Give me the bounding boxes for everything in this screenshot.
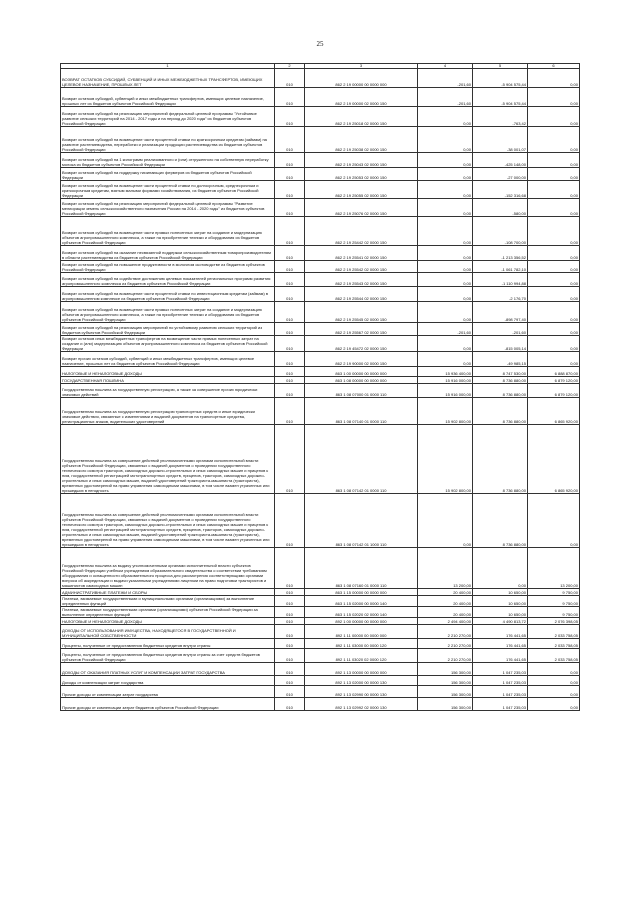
cell-name: Платежи, взимаемые государственными органами (организациями) субъектов Российской Федерации за выполнение определенных функций bbox=[61, 607, 275, 618]
table-row bbox=[61, 168, 580, 181]
cell-line: 010 bbox=[275, 607, 305, 618]
cell-line: 010 bbox=[275, 287, 305, 302]
cell-code: 862 2 19 25541 02 0000 150 bbox=[305, 246, 418, 261]
table-row bbox=[61, 287, 580, 302]
table-row bbox=[61, 377, 580, 384]
table-row bbox=[61, 596, 580, 607]
cell-code: 892 1 11 03000 00 0000 120 bbox=[305, 639, 418, 649]
table-row bbox=[61, 367, 580, 377]
cell-code: 863 1 08 07160 01 0000 110 bbox=[305, 548, 418, 589]
cell-line: 010 bbox=[275, 153, 305, 168]
cell-name: Возврат остатков субсидий на возмещение части прямых понесенных затрат на создание и модернизацию объектов агропромышленного комплекса, а также на приобретение техники и оборудования из бюджетов субъектов Российской Федерации bbox=[61, 302, 275, 323]
cell-c4: 2 210 270,00 bbox=[418, 649, 473, 663]
cell-c4: 0,00 bbox=[418, 199, 473, 217]
cell-c6: 9 750,00 bbox=[528, 596, 580, 607]
cell-c4: 20 400,00 bbox=[418, 596, 473, 607]
cell-c5: 10 650,00 bbox=[473, 607, 528, 618]
table-row bbox=[61, 686, 580, 698]
cell-c6: 0,00 bbox=[528, 676, 580, 686]
cell-c6: 6 888 870,00 bbox=[528, 367, 580, 377]
cell-c4: 20 400,00 bbox=[418, 607, 473, 618]
cell-name: ДОХОДЫ ОТ ОКАЗАНИЯ ПЛАТНЫХ УСЛУГ И КОМПЕНСАЦИИ ЗАТРАТ ГОСУДАРСТВА bbox=[61, 663, 275, 676]
table-row bbox=[61, 663, 580, 676]
cell-name: Возврат прочих остатков субсидий, субвенций и иных межбюджетных трансфертов, имеющих целевое назначение, прошлых лет из бюджетов субъектов Российской Федерации bbox=[61, 352, 275, 367]
cell-c5: 1 047 235,03 bbox=[473, 663, 528, 676]
cell-c6: 0,00 bbox=[528, 287, 580, 302]
cell-line: 010 bbox=[275, 217, 305, 246]
cell-line: 010 bbox=[275, 398, 305, 425]
cell-c5: 10 650,00 bbox=[473, 589, 528, 596]
cell-name: Возврат остатков субсидий на возмещение части прямых понесенных затрат на создание и модернизацию объектов агропромышленного комплекса, а также на приобретение техники и оборудования из бюджетов субъектов Российской Федерации bbox=[61, 217, 275, 246]
cell-c5: -152 316,68 bbox=[473, 181, 528, 199]
cell-c5: -425 148,00 bbox=[473, 153, 528, 168]
cell-code: 862 2 19 25567 02 0000 150 bbox=[305, 323, 418, 336]
cell-c4: 2 210 270,00 bbox=[418, 639, 473, 649]
column-header: 6 bbox=[528, 64, 580, 69]
cell-c4: 15 902 800,00 bbox=[418, 398, 473, 425]
cell-c4: 0,00 bbox=[418, 336, 473, 352]
cell-line: 010 bbox=[275, 676, 305, 686]
cell-c5: -108 700,00 bbox=[473, 217, 528, 246]
table-row bbox=[61, 548, 580, 589]
cell-line: 010 bbox=[275, 367, 305, 377]
cell-code: 863 1 08 07140 01 0000 110 bbox=[305, 398, 418, 425]
cell-c6: 6 879 120,00 bbox=[528, 384, 580, 398]
cell-c6: 0,00 bbox=[528, 698, 580, 711]
cell-code: 863 1 00 00000 00 0000 000 bbox=[305, 367, 418, 377]
cell-c4: 0,00 bbox=[418, 273, 473, 287]
cell-c4: 13 200,00 bbox=[418, 548, 473, 589]
cell-name: Платежи, взимаемые государственными и муниципальными органами (организациями) за выполнение определенных функций bbox=[61, 596, 275, 607]
table-row bbox=[61, 618, 580, 625]
cell-c6: 2 033 758,05 bbox=[528, 625, 580, 639]
cell-c5: 4 490 813,72 bbox=[473, 618, 528, 625]
cell-name: Проценты, полученные от предоставления бюджетных кредитов внутри страны bbox=[61, 639, 275, 649]
cell-c6: 13 200,00 bbox=[528, 548, 580, 589]
cell-c4: 0,00 bbox=[418, 107, 473, 127]
cell-c4: 0,00 bbox=[418, 494, 473, 548]
column-header: 2 bbox=[275, 64, 305, 69]
cell-name: Возврат остатков субсидий на реализацию мероприятий федеральной целевой программы "Устойчивое развитие сельских территорий на 2014 - 2017 годы и на период до 2020 года" из бюджетов субъектов Российской Федерации bbox=[61, 107, 275, 127]
cell-c6: 0,00 bbox=[528, 217, 580, 246]
cell-line: 010 bbox=[275, 273, 305, 287]
cell-c5: 176 441,65 bbox=[473, 625, 528, 639]
cell-c5: 1 047 235,03 bbox=[473, 686, 528, 698]
cell-name: Возврат остатков субсидий на поддержку начинающих фермеров из бюджетов субъектов Российской Федерации bbox=[61, 168, 275, 181]
cell-line: 010 bbox=[275, 181, 305, 199]
cell-c6: 6 879 120,00 bbox=[528, 377, 580, 384]
cell-c6: 6 865 920,00 bbox=[528, 425, 580, 494]
cell-line: 010 bbox=[275, 384, 305, 398]
cell-line: 010 bbox=[275, 618, 305, 625]
cell-c4: 15 916 000,00 bbox=[418, 384, 473, 398]
table-row bbox=[61, 425, 580, 494]
cell-c6: 9 750,00 bbox=[528, 607, 580, 618]
cell-c4: 0,00 bbox=[418, 168, 473, 181]
cell-name: Возврат остатков субсидий на возмещение части процентной ставки по долгосрочным, среднесрочным и краткосрочным кредитам, взятым малыми формами хозяйствования, из бюджетов субъектов Российской Федерации bbox=[61, 181, 275, 199]
cell-c4: 156 300,00 bbox=[418, 663, 473, 676]
cell-c4: 156 300,00 bbox=[418, 676, 473, 686]
table-row bbox=[61, 217, 580, 246]
cell-c4: 2 494 400,00 bbox=[418, 618, 473, 625]
cell-line: 010 bbox=[275, 494, 305, 548]
cell-c5: 1 047 235,03 bbox=[473, 676, 528, 686]
table-row bbox=[61, 625, 580, 639]
cell-c5: 8 736 880,00 bbox=[473, 398, 528, 425]
cell-name: Возврат остатков субсидий на возмещение части процентной ставки по инвестиционным кредитам (займам) в агропромышленном комплексе из бюджетов субъектов Российской Федерации bbox=[61, 287, 275, 302]
cell-line: 010 bbox=[275, 127, 305, 153]
table-row bbox=[61, 323, 580, 336]
cell-c5: -1 061 782,10 bbox=[473, 261, 528, 273]
table-row bbox=[61, 199, 580, 217]
cell-code: 892 1 11 03020 02 0000 120 bbox=[305, 649, 418, 663]
cell-code: 862 2 19 25544 02 0000 150 bbox=[305, 287, 418, 302]
cell-name: ДОХОДЫ ОТ ИСПОЛЬЗОВАНИЯ ИМУЩЕСТВА, НАХОДЯЩЕГОСЯ В ГОСУДАРСТВЕННОЙ И МУНИЦИПАЛЬНОЙ СОБСТВЕННОСТИ bbox=[61, 625, 275, 639]
table-row bbox=[61, 127, 580, 153]
cell-line: 010 bbox=[275, 246, 305, 261]
cell-line: 010 bbox=[275, 596, 305, 607]
cell-c5: -5 904 575,44 bbox=[473, 88, 528, 107]
cell-c5: -763,42 bbox=[473, 107, 528, 127]
cell-c6: 0,00 bbox=[528, 336, 580, 352]
cell-c6: 0,00 bbox=[528, 663, 580, 676]
cell-code: 862 2 19 25076 02 0000 150 bbox=[305, 199, 418, 217]
cell-c5: -2 176,70 bbox=[473, 287, 528, 302]
cell-code: 863 1 08 07142 01 0000 110 bbox=[305, 425, 418, 494]
column-header: 1 bbox=[61, 64, 275, 69]
cell-c5: -815 005,14 bbox=[473, 336, 528, 352]
cell-line: 010 bbox=[275, 168, 305, 181]
table-row bbox=[61, 352, 580, 367]
cell-c6: 2 076 398,05 bbox=[528, 618, 580, 625]
cell-c6: 0,00 bbox=[528, 69, 580, 88]
cell-line: 010 bbox=[275, 199, 305, 217]
cell-name: Возврат остатков субсидий на оказание несвязанной поддержки сельскохозяйственным товаропроизводителям в области растениеводства из бюджетов субъектов Российской Федерации bbox=[61, 246, 275, 261]
cell-line: 010 bbox=[275, 663, 305, 676]
cell-c5: -201,60 bbox=[473, 323, 528, 336]
cell-line: 010 bbox=[275, 323, 305, 336]
cell-c4: 15 936 400,00 bbox=[418, 367, 473, 377]
cell-c5: 8 736 880,00 bbox=[473, 494, 528, 548]
cell-name: НАЛОГОВЫЕ И НЕНАЛОГОВЫЕ ДОХОДЫ bbox=[61, 367, 275, 377]
cell-c6: 9 750,00 bbox=[528, 589, 580, 596]
cell-c6: 0,00 bbox=[528, 352, 580, 367]
cell-c6: 0,00 bbox=[528, 127, 580, 153]
cell-c5: 8 736 880,00 bbox=[473, 425, 528, 494]
cell-code: 862 2 19 25545 02 0000 150 bbox=[305, 302, 418, 323]
cell-c6: 0,00 bbox=[528, 246, 580, 261]
cell-c5: -5 904 575,44 bbox=[473, 69, 528, 88]
cell-line: 010 bbox=[275, 377, 305, 384]
cell-c5: 8 736 880,00 bbox=[473, 377, 528, 384]
cell-line: 010 bbox=[275, 107, 305, 127]
cell-c5: 176 441,65 bbox=[473, 649, 528, 663]
table-row bbox=[61, 181, 580, 199]
cell-name: Проценты, полученные от предоставления бюджетных кредитов внутри страны за счет средств бюджетов субъектов Российской Федерации bbox=[61, 649, 275, 663]
table-row bbox=[61, 384, 580, 398]
cell-c5: 176 441,65 bbox=[473, 639, 528, 649]
cell-c5: -1 110 994,88 bbox=[473, 273, 528, 287]
cell-code: 862 2 19 25055 02 0000 150 bbox=[305, 181, 418, 199]
cell-line: 010 bbox=[275, 639, 305, 649]
cell-c5: 10 650,00 bbox=[473, 596, 528, 607]
cell-name: Государственная пошлина за государственную регистрацию транспортных средств и иные юридически значимые действия, связанные с изменениями и выдачей документов на транспортные средства, регистрационных знаков, водительских удостоверений bbox=[61, 398, 275, 425]
cell-c4: 20 400,00 bbox=[418, 589, 473, 596]
cell-code: 862 2 19 00000 02 0000 150 bbox=[305, 88, 418, 107]
table-row bbox=[61, 107, 580, 127]
cell-c6: 2 033 758,05 bbox=[528, 639, 580, 649]
cell-code: 862 2 19 25542 02 0000 150 bbox=[305, 261, 418, 273]
cell-code: 892 1 13 00000 00 0000 000 bbox=[305, 663, 418, 676]
cell-c4: 0,00 bbox=[418, 153, 473, 168]
cell-line: 010 bbox=[275, 425, 305, 494]
cell-code: 892 1 13 02000 00 0000 130 bbox=[305, 676, 418, 686]
cell-c4: 156 300,00 bbox=[418, 686, 473, 698]
cell-name: Возврат остатков субсидий на возмещение части процентной ставки по краткосрочным кредитам (займам) на развитие растениеводства, переработки и реализации продукции растениеводства из бюджетов субъектов Российской Федерации bbox=[61, 127, 275, 153]
cell-code: 862 2 19 00000 00 0000 000 bbox=[305, 69, 418, 88]
cell-code: 862 2 19 25053 02 0000 150 bbox=[305, 168, 418, 181]
cell-code: 862 2 19 25038 02 0000 150 bbox=[305, 127, 418, 153]
cell-line: 010 bbox=[275, 261, 305, 273]
cell-name: Возврат остатков субсидий на реализацию мероприятий по устойчивому развитию сельских территорий из бюджетов субъектов Российской Федерации bbox=[61, 323, 275, 336]
cell-c5: 8 747 530,00 bbox=[473, 367, 528, 377]
cell-line: 010 bbox=[275, 625, 305, 639]
table-row bbox=[61, 88, 580, 107]
cell-c6: 0,00 bbox=[528, 168, 580, 181]
cell-code: 863 1 15 02000 00 0000 140 bbox=[305, 596, 418, 607]
cell-code: 862 2 19 25018 02 0000 150 bbox=[305, 107, 418, 127]
cell-c4: 15 916 000,00 bbox=[418, 377, 473, 384]
cell-line: 010 bbox=[275, 69, 305, 88]
cell-c6: 0,00 bbox=[528, 273, 580, 287]
cell-c5: -580,00 bbox=[473, 199, 528, 217]
cell-code: 892 1 11 00000 00 0000 000 bbox=[305, 625, 418, 639]
cell-c5: -38 001,07 bbox=[473, 127, 528, 153]
cell-name: ГОСУДАРСТВЕННАЯ ПОШЛИНА bbox=[61, 377, 275, 384]
column-header: 5 bbox=[473, 64, 528, 69]
table-row bbox=[61, 69, 580, 88]
table-row bbox=[61, 302, 580, 323]
cell-c4: 0,00 bbox=[418, 181, 473, 199]
cell-name: Государственная пошлина за совершение действий уполномоченными органами исполнительной власти субъектов Российской Федерации, связанных с выдачей документов о проведении государственного технического осмотра тракторов, самоходных дорожно-строительных и иных самоходных машин и прицепов к ним, государственной регистрацией мототранспортных средств, прицепов, тракторов, самоходных дорожно-строительных и иных самоходных машин, выдачей удостоверений тракториста-машиниста (тракториста), временных удостоверений на право управления самоходными машинами, в том числе взамен утраченных или пришедших в негодность bbox=[61, 494, 275, 548]
cell-code: 863 1 08 07000 01 0000 110 bbox=[305, 384, 418, 398]
cell-c4: 156 300,00 bbox=[418, 698, 473, 711]
cell-code: 862 2 19 25543 02 0000 150 bbox=[305, 273, 418, 287]
cell-name: Прочие доходы от компенсации затрат бюджетов субъектов Российской Федерации bbox=[61, 698, 275, 711]
cell-line: 010 bbox=[275, 336, 305, 352]
cell-c6: 0,00 bbox=[528, 199, 580, 217]
cell-c4: 0,00 bbox=[418, 261, 473, 273]
cell-c6: 0,00 bbox=[528, 494, 580, 548]
cell-c6: 0,00 bbox=[528, 107, 580, 127]
cell-c4: 15 902 800,00 bbox=[418, 425, 473, 494]
table-row bbox=[61, 676, 580, 686]
cell-line: 010 bbox=[275, 686, 305, 698]
page-number: 25 bbox=[316, 40, 324, 48]
cell-code: 862 2 19 45472 02 0000 150 bbox=[305, 336, 418, 352]
cell-name: Возврат остатков субсидий на 1 килограмм реализованного и (или) отгруженного на собственную переработку молока из бюджетов субъектов Российской Федерации bbox=[61, 153, 275, 168]
cell-c4: -201,60 bbox=[418, 88, 473, 107]
cell-c6: 0,00 bbox=[528, 686, 580, 698]
cell-c4: 0,00 bbox=[418, 352, 473, 367]
table-row bbox=[61, 153, 580, 168]
cell-c5: 1 047 235,03 bbox=[473, 698, 528, 711]
cell-c4: -201,60 bbox=[418, 323, 473, 336]
cell-line: 010 bbox=[275, 589, 305, 596]
cell-c4: 0,00 bbox=[418, 217, 473, 246]
cell-name: Доходы от компенсации затрат государства bbox=[61, 676, 275, 686]
cell-name: Возврат остатков субсидий на реализацию мероприятий федеральной целевой программы "Развитие мелиорации земель сельскохозяйственного назначения России на 2014 - 2020 годы" из бюджетов субъектов Российской Федерации bbox=[61, 199, 275, 217]
table-row bbox=[61, 246, 580, 261]
cell-line: 010 bbox=[275, 698, 305, 711]
table-row bbox=[61, 698, 580, 711]
cell-c6: 2 033 758,05 bbox=[528, 649, 580, 663]
cell-c6: 0,00 bbox=[528, 323, 580, 336]
cell-c6: 0,00 bbox=[528, 181, 580, 199]
cell-c5: -1 213 356,52 bbox=[473, 246, 528, 261]
cell-code: 892 1 13 02992 02 0000 130 bbox=[305, 698, 418, 711]
cell-code: 863 1 15 02020 02 0000 140 bbox=[305, 607, 418, 618]
cell-c6: 0,00 bbox=[528, 88, 580, 107]
cell-line: 010 bbox=[275, 352, 305, 367]
cell-name: ВОЗВРАТ ОСТАТКОВ СУБСИДИЙ, СУБВЕНЦИЙ И ИНЫХ МЕЖБЮДЖЕТНЫХ ТРАНСФЕРТОВ, ИМЕЮЩИХ ЦЕЛЕВОЕ НАЗНАЧЕНИЕ, ПРОШЛЫХ ЛЕТ bbox=[61, 69, 275, 88]
cell-c6: 6 865 920,00 bbox=[528, 398, 580, 425]
cell-c5: 0,00 bbox=[473, 548, 528, 589]
cell-name: Прочие доходы от компенсации затрат государства bbox=[61, 686, 275, 698]
table-row bbox=[61, 261, 580, 273]
cell-c4: 0,00 bbox=[418, 127, 473, 153]
table-row bbox=[61, 398, 580, 425]
budget-table bbox=[60, 63, 580, 711]
cell-c4: 0,00 bbox=[418, 287, 473, 302]
cell-name: Государственная пошлина за выдачу уполномоченными органами исполнительной власти субъектов Российской Федерации учебным учреждениям образовательного свидетельства о соответствии требованиям оборудования и оснащенности образовательного процесса для рассмотрения соответствующими органами вопроса об аккредитации и выдачи указанными учреждениями лицензии на право подготовки трактористов и машинистов самоходных машин bbox=[61, 548, 275, 589]
cell-c5: -27 000,00 bbox=[473, 168, 528, 181]
table-row bbox=[61, 639, 580, 649]
table-row bbox=[61, 273, 580, 287]
cell-c6: 0,00 bbox=[528, 153, 580, 168]
cell-name: Возврат остатков субсидий на содействие достижению целевых показателей региональных программ развития агропромышленного комплекса из бюджетов субъектов Российской Федерации bbox=[61, 273, 275, 287]
cell-c6: 0,00 bbox=[528, 261, 580, 273]
cell-c5: -49 985,15 bbox=[473, 352, 528, 367]
cell-code: 892 1 00 00000 00 0000 000 bbox=[305, 618, 418, 625]
cell-c4: -201,60 bbox=[418, 69, 473, 88]
cell-code: 862 2 19 25043 02 0000 150 bbox=[305, 153, 418, 168]
column-header: 4 bbox=[418, 64, 473, 69]
cell-line: 010 bbox=[275, 88, 305, 107]
cell-c4: 0,00 bbox=[418, 302, 473, 323]
cell-code: 863 1 08 00000 00 0000 000 bbox=[305, 377, 418, 384]
cell-name: Возврат остатков субсидий на повышение продуктивности в молочном скотоводстве из бюджетов субъектов Российской Федерации bbox=[61, 261, 275, 273]
table-row bbox=[61, 494, 580, 548]
cell-name: Возврат остатков иных межбюджетных трансфертов на возмещение части прямых понесенных затрат на создание и (или) модернизацию объектов агропромышленного комплекса из бюджетов субъектов Российской Федерации bbox=[61, 336, 275, 352]
table-row bbox=[61, 607, 580, 618]
cell-c5: 8 736 880,00 bbox=[473, 384, 528, 398]
cell-line: 010 bbox=[275, 548, 305, 589]
cell-name: АДМИНИСТРАТИВНЫЕ ПЛАТЕЖИ И СБОРЫ bbox=[61, 589, 275, 596]
cell-line: 010 bbox=[275, 649, 305, 663]
cell-c4: 0,00 bbox=[418, 246, 473, 261]
cell-name: Государственная пошлина за совершение действий уполномоченными органами исполнительной власти субъектов Российской Федерации, связанных с выдачей документов о проведении государственного технического осмотра тракторов, самоходных дорожно-строительных и иных самоходных машин и прицепов к ним, государственной регистрацией мототранспортных средств, прицепов, тракторов, самоходных дорожно-строительных и иных самоходных машин, выдачей удостоверений тракториста-машиниста (тракториста), временных удостоверений на право управления самоходными машинами, в том числе взамен утраченных или пришедших в негодность bbox=[61, 425, 275, 494]
cell-code: 862 2 19 25442 02 0000 150 bbox=[305, 217, 418, 246]
cell-code: 862 2 19 90000 02 0000 150 bbox=[305, 352, 418, 367]
cell-name: Государственная пошлина за государственную регистрацию, а также за совершение прочих юридически значимых действий bbox=[61, 384, 275, 398]
cell-name: Возврат остатков субсидий, субвенций и иных межбюджетных трансфертов, имеющих целевое назначение, прошлых лет из бюджетов субъектов Российской Федерации bbox=[61, 88, 275, 107]
table-row bbox=[61, 649, 580, 663]
cell-code: 863 1 15 00000 00 0000 000 bbox=[305, 589, 418, 596]
cell-code: 863 1 08 07142 01 1000 110 bbox=[305, 494, 418, 548]
cell-c4: 2 210 270,00 bbox=[418, 625, 473, 639]
column-header: 3 bbox=[305, 64, 418, 69]
cell-line: 010 bbox=[275, 302, 305, 323]
cell-c5: -898 797,40 bbox=[473, 302, 528, 323]
table-row bbox=[61, 336, 580, 352]
cell-c6: 0,00 bbox=[528, 302, 580, 323]
cell-name: НАЛОГОВЫЕ И НЕНАЛОГОВЫЕ ДОХОДЫ bbox=[61, 618, 275, 625]
cell-code: 892 1 13 02990 00 0000 130 bbox=[305, 686, 418, 698]
table-row bbox=[61, 589, 580, 596]
